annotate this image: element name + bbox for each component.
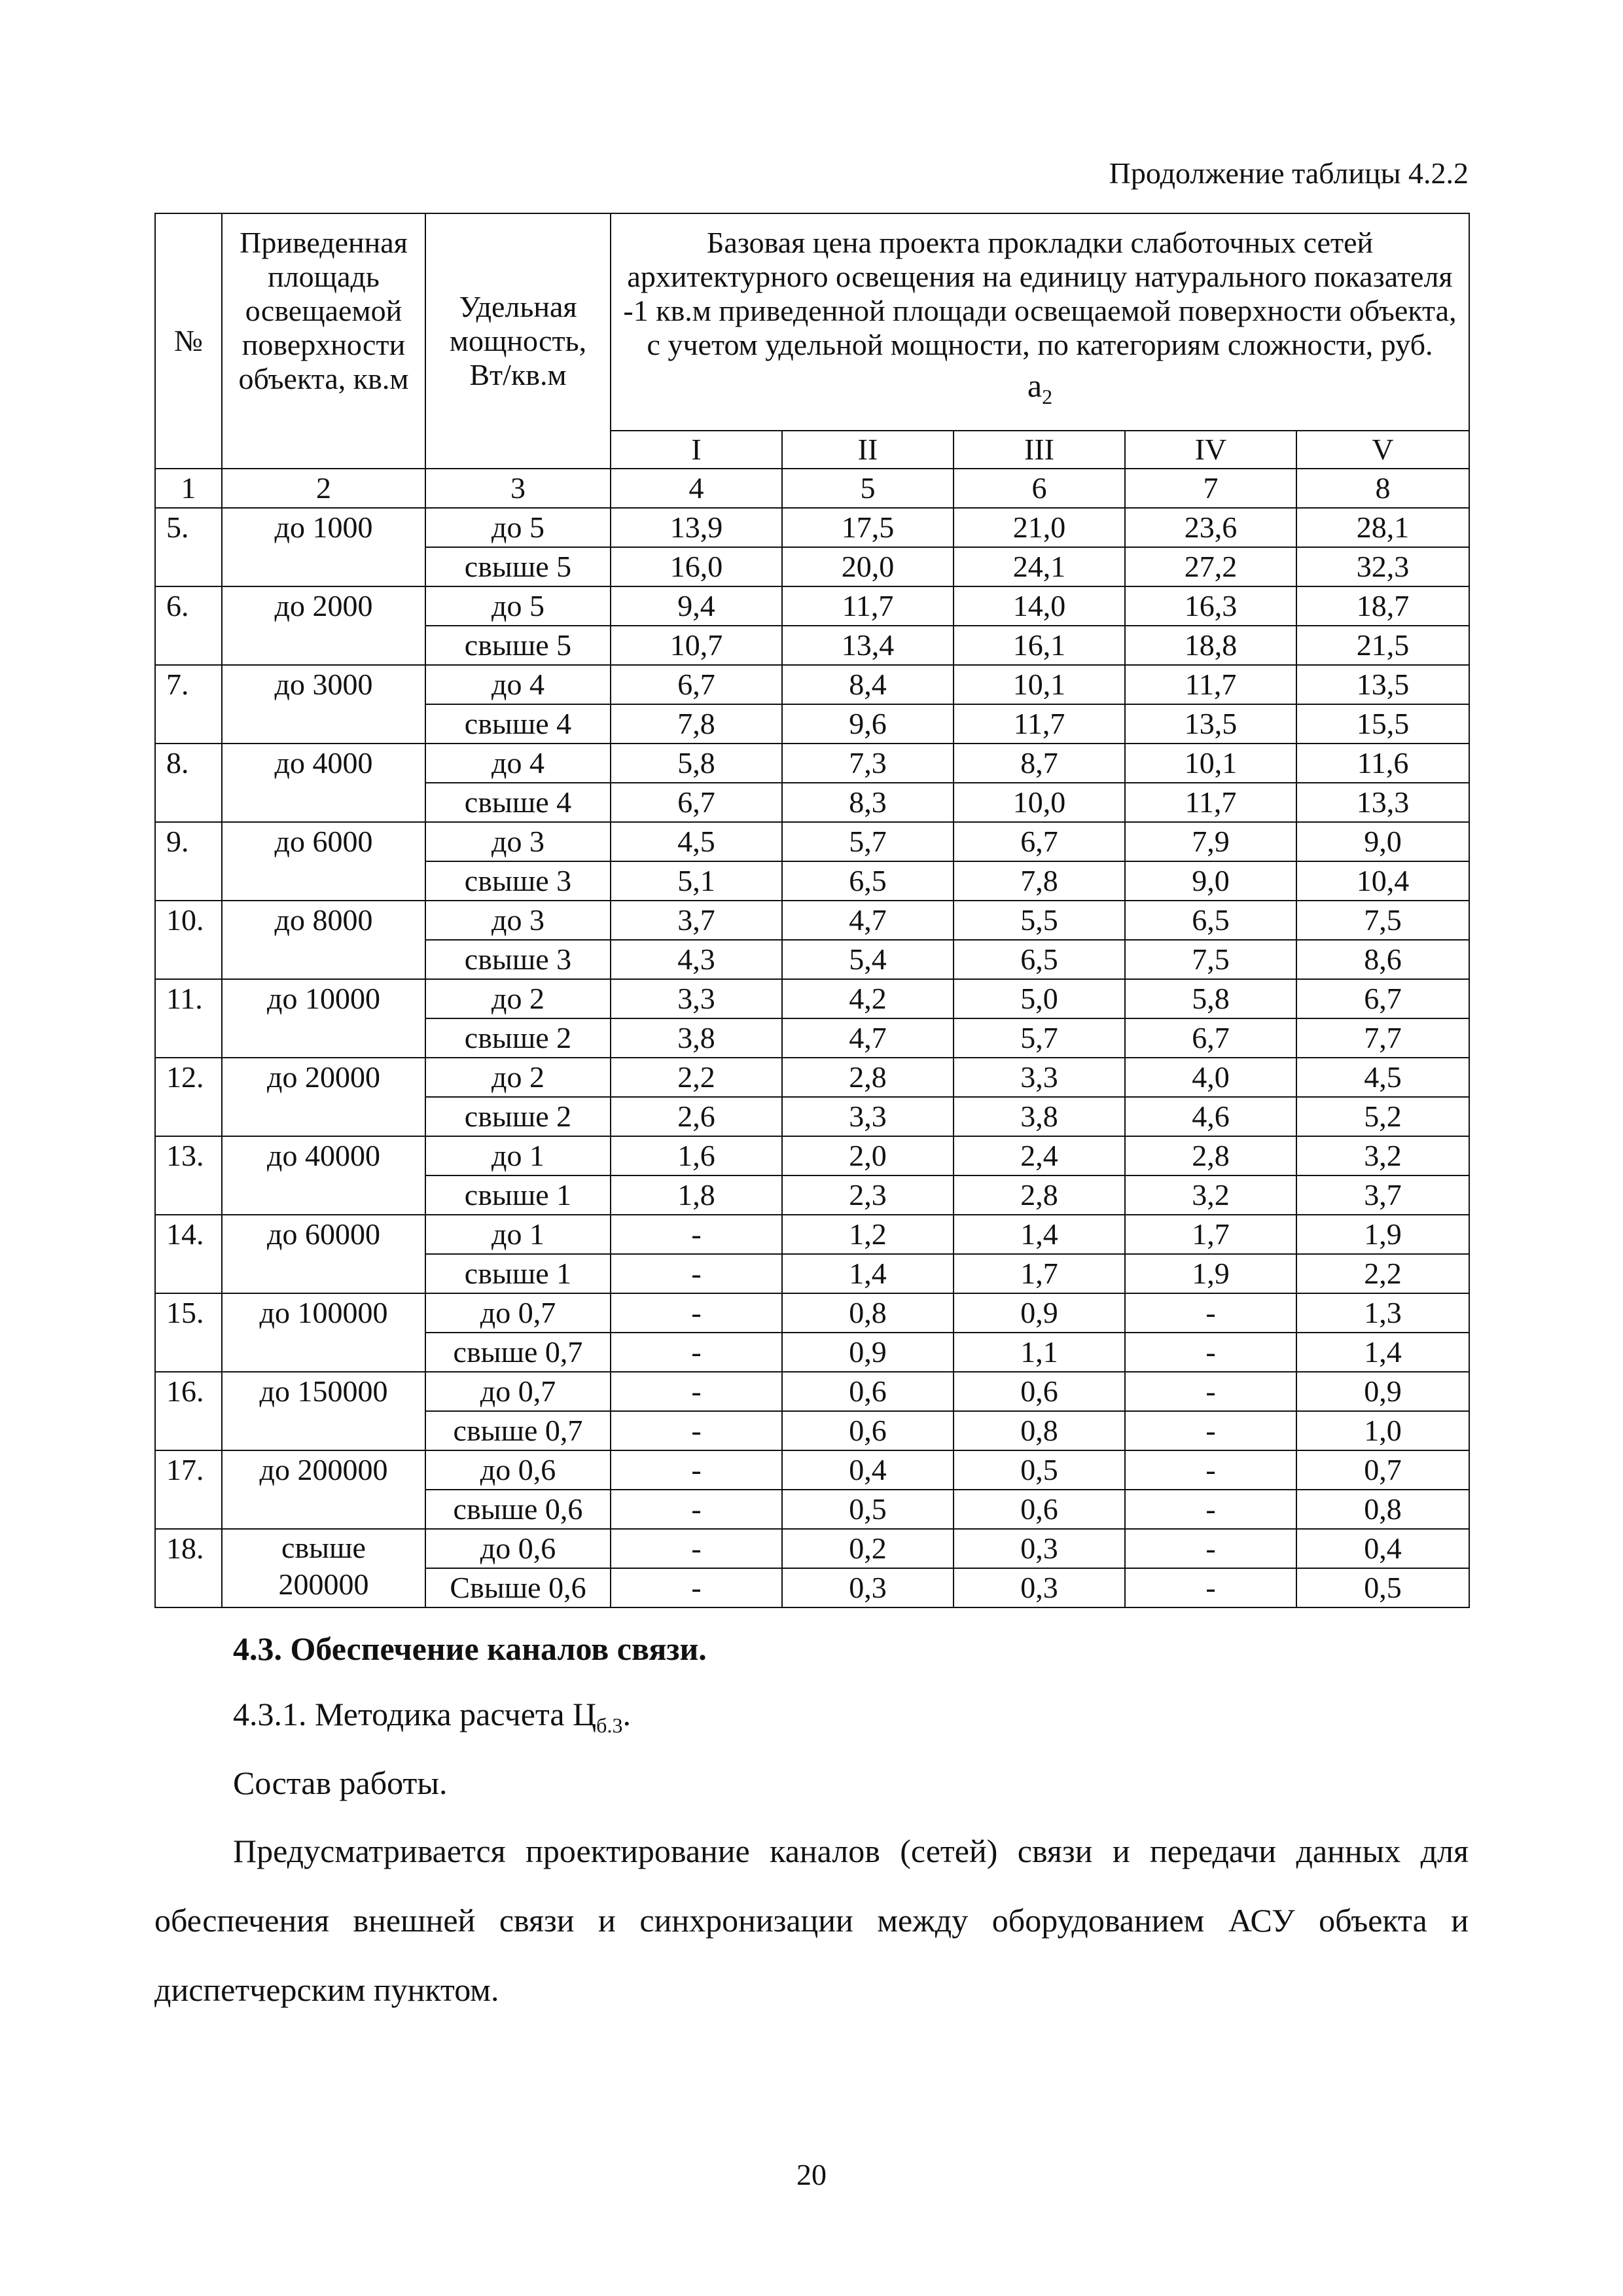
table-row (155, 822, 1469, 861)
price-cell: 6,7 (954, 822, 1125, 861)
price-cell: 0,3 (954, 1568, 1125, 1607)
row-area-line: свыше (281, 1531, 366, 1564)
price-cell: 5,2 (1296, 1097, 1469, 1136)
row-power: свыше 4 (425, 704, 611, 744)
price-cell: 8,3 (782, 783, 954, 822)
column-number: 1 (155, 469, 222, 508)
price-cell: 13,3 (1296, 783, 1469, 822)
row-power: до 0,6 (425, 1450, 611, 1490)
table-row (155, 1136, 1469, 1175)
price-cell: 21,0 (954, 508, 1125, 547)
price-cell: 0,6 (782, 1411, 954, 1450)
price-cell: 9,0 (1296, 822, 1469, 861)
price-cell: 0,6 (954, 1490, 1125, 1529)
price-cell: - (611, 1450, 782, 1490)
row-power: свыше 0,7 (425, 1333, 611, 1372)
column-number: 4 (611, 469, 782, 508)
column-number: 6 (954, 469, 1125, 508)
price-cell: 8,6 (1296, 940, 1469, 979)
price-cell: 6,5 (954, 940, 1125, 979)
price-cell: 11,7 (782, 586, 954, 626)
price-cell: 2,0 (782, 1136, 954, 1175)
table-row (155, 1058, 1469, 1097)
row-power: до 5 (425, 508, 611, 547)
price-cell: 0,5 (782, 1490, 954, 1529)
price-cell: 1,0 (1296, 1411, 1469, 1450)
table-row (155, 901, 1469, 940)
price-table (154, 213, 1470, 1608)
row-area: до 2000 (222, 586, 425, 665)
work-composition-heading: Состав работы. (233, 1765, 448, 1801)
price-cell: 1,4 (954, 1215, 1125, 1254)
row-number: 13. (155, 1136, 222, 1215)
row-power: до 0,7 (425, 1372, 611, 1411)
header-category-1: I (611, 431, 782, 469)
row-number: 11. (155, 979, 222, 1058)
table-row (155, 508, 1469, 547)
price-cell: 5,1 (611, 861, 782, 901)
table-body (155, 508, 1469, 1607)
price-cell: 6,7 (611, 783, 782, 822)
price-cell: 0,9 (954, 1293, 1125, 1333)
price-cell: 16,1 (954, 626, 1125, 665)
price-cell: 1,1 (954, 1333, 1125, 1372)
price-cell: - (611, 1568, 782, 1607)
price-cell: 13,5 (1125, 704, 1296, 744)
row-number: 17. (155, 1450, 222, 1529)
price-cell: - (611, 1490, 782, 1529)
price-cell: 21,5 (1296, 626, 1469, 665)
price-cell: 6,5 (782, 861, 954, 901)
row-number: 9. (155, 822, 222, 901)
row-number: 10. (155, 901, 222, 979)
header-category-3: III (954, 431, 1125, 469)
price-cell: 5,4 (782, 940, 954, 979)
price-cell: 3,3 (611, 979, 782, 1018)
table-row (155, 1450, 1469, 1490)
price-cell: 3,2 (1125, 1175, 1296, 1215)
price-cell: 14,0 (954, 586, 1125, 626)
price-cell: 9,0 (1125, 861, 1296, 901)
header-price-text: Базовая цена проекта прокладки слаботочных сетей архитектурного освещения на единицу натурального показателя -1 кв.м приведенной площади освещаемой поверхности объекта, с учетом удельной мощности, по категориям сложности, руб. (623, 226, 1457, 361)
price-cell: - (1125, 1411, 1296, 1450)
row-power: свыше 1 (425, 1254, 611, 1293)
row-power: свыше 5 (425, 547, 611, 586)
row-power: до 5 (425, 586, 611, 626)
price-cell: 4,5 (611, 822, 782, 861)
price-cell: - (1125, 1333, 1296, 1372)
price-cell: 6,7 (1125, 1018, 1296, 1058)
price-cell: 1,7 (1125, 1215, 1296, 1254)
row-area: до 10000 (222, 979, 425, 1058)
price-cell: 20,0 (782, 547, 954, 586)
price-cell: 6,7 (1296, 979, 1469, 1018)
price-cell: 1,8 (611, 1175, 782, 1215)
row-power: до 3 (425, 901, 611, 940)
price-cell: 4,2 (782, 979, 954, 1018)
price-cell: 0,8 (782, 1293, 954, 1333)
row-power: свыше 0,6 (425, 1490, 611, 1529)
row-power: свыше 2 (425, 1097, 611, 1136)
price-cell: 1,9 (1296, 1215, 1469, 1254)
price-cell: - (1125, 1490, 1296, 1529)
price-cell: 10,7 (611, 626, 782, 665)
price-cell: 9,4 (611, 586, 782, 626)
table-row (155, 744, 1469, 783)
row-area: до 20000 (222, 1058, 425, 1136)
header-power: Удельная мощность, Вт/кв.м (425, 213, 611, 469)
row-power: до 0,6 (425, 1529, 611, 1568)
price-cell: 10,1 (1125, 744, 1296, 783)
price-cell: 5,7 (782, 822, 954, 861)
row-area: до 150000 (222, 1372, 425, 1450)
row-power: до 4 (425, 665, 611, 704)
row-power: до 4 (425, 744, 611, 783)
row-area: до 3000 (222, 665, 425, 744)
section-subtitle: 4.3.1. Методика расчета $Ц_{б.3}$. (233, 1696, 631, 1737)
price-cell: 10,0 (954, 783, 1125, 822)
price-cell: 18,8 (1125, 626, 1296, 665)
row-power: до 2 (425, 1058, 611, 1097)
price-cell: 11,7 (1125, 665, 1296, 704)
price-cell: 0,3 (954, 1529, 1125, 1568)
price-cell: 2,4 (954, 1136, 1125, 1175)
table-continuation-caption: Продолжение таблицы 4.2.2 (1109, 156, 1469, 190)
table-row (155, 586, 1469, 626)
price-cell: 15,5 (1296, 704, 1469, 744)
price-cell: 5,7 (954, 1018, 1125, 1058)
price-cell: 4,6 (1125, 1097, 1296, 1136)
price-cell: 18,7 (1296, 586, 1469, 626)
header-category-5: V (1296, 431, 1469, 469)
price-cell: 5,8 (1125, 979, 1296, 1018)
price-cell: - (1125, 1529, 1296, 1568)
table-row (155, 979, 1469, 1018)
price-cell: 0,2 (782, 1529, 954, 1568)
table-row (155, 1529, 1469, 1568)
row-area-line: 200000 (278, 1568, 369, 1601)
header-category-4: IV (1125, 431, 1296, 469)
price-cell: 5,5 (954, 901, 1125, 940)
table-row (155, 1293, 1469, 1333)
row-power: до 1 (425, 1215, 611, 1254)
row-area: до 8000 (222, 901, 425, 979)
price-cell: - (611, 1529, 782, 1568)
price-cell: 7,9 (1125, 822, 1296, 861)
row-power: свыше 5 (425, 626, 611, 665)
price-cell: 0,4 (1296, 1529, 1469, 1568)
row-area: до 6000 (222, 822, 425, 901)
price-cell: 7,8 (611, 704, 782, 744)
row-number: 15. (155, 1293, 222, 1372)
row-number: 14. (155, 1215, 222, 1293)
price-cell: 1,4 (1296, 1333, 1469, 1372)
price-cell: 6,5 (1125, 901, 1296, 940)
price-cell: 5,0 (954, 979, 1125, 1018)
price-cell: - (611, 1411, 782, 1450)
price-cell: 28,1 (1296, 508, 1469, 547)
column-number: 3 (425, 469, 611, 508)
price-cell: - (1125, 1372, 1296, 1411)
price-cell: 3,8 (611, 1018, 782, 1058)
row-power: свыше 2 (425, 1018, 611, 1058)
row-power: Свыше 0,6 (425, 1568, 611, 1607)
price-cell: 0,7 (1296, 1450, 1469, 1490)
price-cell: 1,6 (611, 1136, 782, 1175)
row-power: свыше 3 (425, 940, 611, 979)
price-cell: 0,5 (1296, 1568, 1469, 1607)
row-power: до 0,7 (425, 1293, 611, 1333)
price-cell: - (611, 1372, 782, 1411)
row-number: 18. (155, 1529, 222, 1607)
row-area: до 60000 (222, 1215, 425, 1293)
price-cell: 7,5 (1296, 901, 1469, 940)
price-cell: 0,6 (782, 1372, 954, 1411)
price-cell: 9,6 (782, 704, 954, 744)
row-area: до 40000 (222, 1136, 425, 1215)
price-cell: 8,4 (782, 665, 954, 704)
row-power: свыше 0,7 (425, 1411, 611, 1450)
row-power: свыше 3 (425, 861, 611, 901)
price-cell: 16,3 (1125, 586, 1296, 626)
price-cell: - (1125, 1568, 1296, 1607)
price-cell: 11,7 (954, 704, 1125, 744)
price-cell: 2,8 (1125, 1136, 1296, 1175)
price-cell: 1,2 (782, 1215, 954, 1254)
price-cell: 11,6 (1296, 744, 1469, 783)
price-cell: 2,2 (1296, 1254, 1469, 1293)
price-cell: 6,7 (611, 665, 782, 704)
row-number: 7. (155, 665, 222, 744)
price-cell: 4,3 (611, 940, 782, 979)
price-cell: 24,1 (954, 547, 1125, 586)
price-cell: - (611, 1333, 782, 1372)
price-cell: 13,5 (1296, 665, 1469, 704)
price-cell: 4,7 (782, 901, 954, 940)
row-number: 6. (155, 586, 222, 665)
price-cell: 10,4 (1296, 861, 1469, 901)
price-cell: 0,8 (1296, 1490, 1469, 1529)
row-number: 5. (155, 508, 222, 586)
price-cell: - (611, 1254, 782, 1293)
price-cell: 1,3 (1296, 1293, 1469, 1333)
page-number: 20 (796, 2158, 827, 2191)
column-number: 5 (782, 469, 954, 508)
price-cell: 4,7 (782, 1018, 954, 1058)
price-cell: 2,8 (954, 1175, 1125, 1215)
price-cell: 17,5 (782, 508, 954, 547)
price-cell: 0,9 (782, 1333, 954, 1372)
price-cell: 16,0 (611, 547, 782, 586)
price-cell: 0,4 (782, 1450, 954, 1490)
column-number: 8 (1296, 469, 1469, 508)
table-row (155, 1215, 1469, 1254)
price-cell: 7,5 (1125, 940, 1296, 979)
price-cell: 2,2 (611, 1058, 782, 1097)
price-cell: 8,7 (954, 744, 1125, 783)
header-category-2: II (782, 431, 954, 469)
body-paragraph: Предусматривается проектирование каналов (сетей) связи и передачи данных для обеспечения внешней связи и синхронизации между оборудованием АСУ объекта и диспетчерским пунктом. (154, 1833, 1469, 2008)
section-title: 4.3. Обеспечение каналов связи. (233, 1630, 707, 1667)
price-cell: 2,6 (611, 1097, 782, 1136)
price-cell: 10,1 (954, 665, 1125, 704)
price-cell: 4,5 (1296, 1058, 1469, 1097)
price-cell: 32,3 (1296, 547, 1469, 586)
column-number: 7 (1125, 469, 1296, 508)
price-cell: 2,8 (782, 1058, 954, 1097)
column-number-row (155, 469, 1469, 508)
price-cell: 7,7 (1296, 1018, 1469, 1058)
price-cell: 11,7 (1125, 783, 1296, 822)
header-no: № (155, 213, 222, 469)
row-area: до 200000 (222, 1450, 425, 1529)
row-power: до 2 (425, 979, 611, 1018)
row-number: 8. (155, 744, 222, 822)
price-cell: 3,7 (1296, 1175, 1469, 1215)
price-cell: 0,3 (782, 1568, 954, 1607)
row-area: до 4000 (222, 744, 425, 822)
row-area: до 1000 (222, 508, 425, 586)
price-cell: 0,9 (1296, 1372, 1469, 1411)
row-area (222, 1529, 425, 1607)
price-cell: 1,4 (782, 1254, 954, 1293)
price-cell: 0,8 (954, 1411, 1125, 1450)
table-row (155, 1372, 1469, 1411)
price-cell: - (1125, 1450, 1296, 1490)
price-cell: - (611, 1215, 782, 1254)
price-cell: 13,4 (782, 626, 954, 665)
price-cell: 3,3 (954, 1058, 1125, 1097)
price-cell: 3,3 (782, 1097, 954, 1136)
price-cell: 27,2 (1125, 547, 1296, 586)
price-cell: 4,0 (1125, 1058, 1296, 1097)
price-cell: 7,8 (954, 861, 1125, 901)
row-power: до 1 (425, 1136, 611, 1175)
price-cell: 7,3 (782, 744, 954, 783)
row-power: свыше 1 (425, 1175, 611, 1215)
price-cell: - (1125, 1293, 1296, 1333)
price-cell: 3,7 (611, 901, 782, 940)
price-cell: 0,6 (954, 1372, 1125, 1411)
row-number: 16. (155, 1372, 222, 1450)
header-area: Приведенная площадь освещаемой поверхности объекта, кв.м (222, 213, 425, 469)
price-cell: 1,9 (1125, 1254, 1296, 1293)
row-power: до 3 (425, 822, 611, 861)
table-row (155, 665, 1469, 704)
price-cell: 13,9 (611, 508, 782, 547)
price-cell: 3,8 (954, 1097, 1125, 1136)
header-price (611, 213, 1469, 431)
row-area: до 100000 (222, 1293, 425, 1372)
row-power: свыше 4 (425, 783, 611, 822)
price-cell: 2,3 (782, 1175, 954, 1215)
price-cell: 5,8 (611, 744, 782, 783)
price-cell: 1,7 (954, 1254, 1125, 1293)
price-cell: - (611, 1293, 782, 1333)
price-cell: 3,2 (1296, 1136, 1469, 1175)
row-number: 12. (155, 1058, 222, 1136)
price-cell: 23,6 (1125, 508, 1296, 547)
header-a2: $а_2$ (1027, 367, 1053, 408)
price-cell: 0,5 (954, 1450, 1125, 1490)
column-number: 2 (222, 469, 425, 508)
